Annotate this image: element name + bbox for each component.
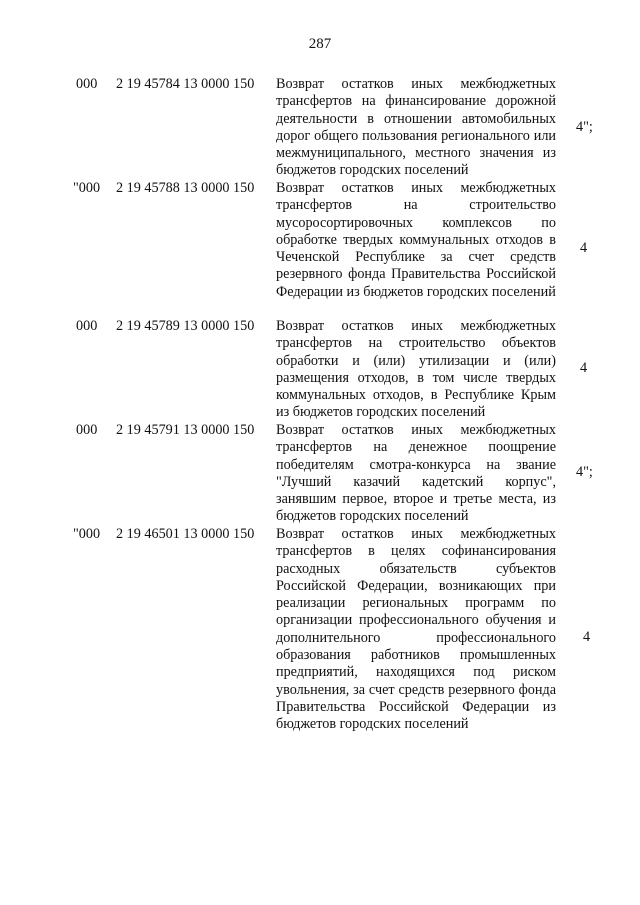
row-tail: 4 <box>583 629 591 645</box>
row-prefix: 000 <box>76 318 98 334</box>
row-tail: 4 <box>580 360 588 376</box>
budget-code: 2 19 45791 13 0000 150 <box>116 422 255 438</box>
budget-code: 2 19 45788 13 0000 150 <box>116 180 255 196</box>
budget-code: 2 19 45784 13 0000 150 <box>116 76 255 92</box>
budget-code: 2 19 46501 13 0000 150 <box>116 526 255 542</box>
row-description: Возврат остатков иных межбюджетных трансфертов на финансирование дорожной деятельности в отношении автомобильных дорог общего пользования регионального или межмуниципального, местного значения из бюджетов городских поселений <box>276 76 556 179</box>
row-description: Возврат остатков иных межбюджетных трансфертов на строительство объектов обработки и (или) утилизации и (или) размещения отходов, в том числе твердых коммунальных отходов, в Республике Крым из бюджетов городских поселений <box>276 318 556 421</box>
row-tail: 4 <box>580 240 588 256</box>
row-description: Возврат остатков иных межбюджетных трансфертов в целях софинансирования расходных обязательств субъектов Российской Федерации, возникающих при реализации региональных программ по организации профессионального обучения и дополнительного профессионального образования работников промышленных предприятий, находящихся под риском увольнения, за счет средств резервного фонда Правительства Российской Федерации из бюджетов городских поселений <box>276 526 556 733</box>
page-number: 287 <box>308 36 332 52</box>
row-tail: 4"; <box>576 119 593 135</box>
row-tail: 4"; <box>576 464 593 480</box>
row-prefix: "000 <box>73 526 101 542</box>
row-prefix: 000 <box>76 76 98 92</box>
budget-code: 2 19 45789 13 0000 150 <box>116 318 255 334</box>
row-description: Возврат остатков иных межбюджетных трансфертов на денежное поощрение победителям смотра-конкурса на звание "Лучший казачий кадетский корпус", занявшим первое, второе и третье места, из бюджетов городских поселений <box>276 422 556 525</box>
row-prefix: "000 <box>73 180 101 196</box>
row-prefix: 000 <box>76 422 98 438</box>
row-description: Возврат остатков иных межбюджетных трансфертов на строительство мусоросортировочных комплексов по обработке твердых коммунальных отходов в Чеченской Республике за счет средств резервного фонда Правительства Российской Федерации из бюджетов городских поселений <box>276 180 556 300</box>
